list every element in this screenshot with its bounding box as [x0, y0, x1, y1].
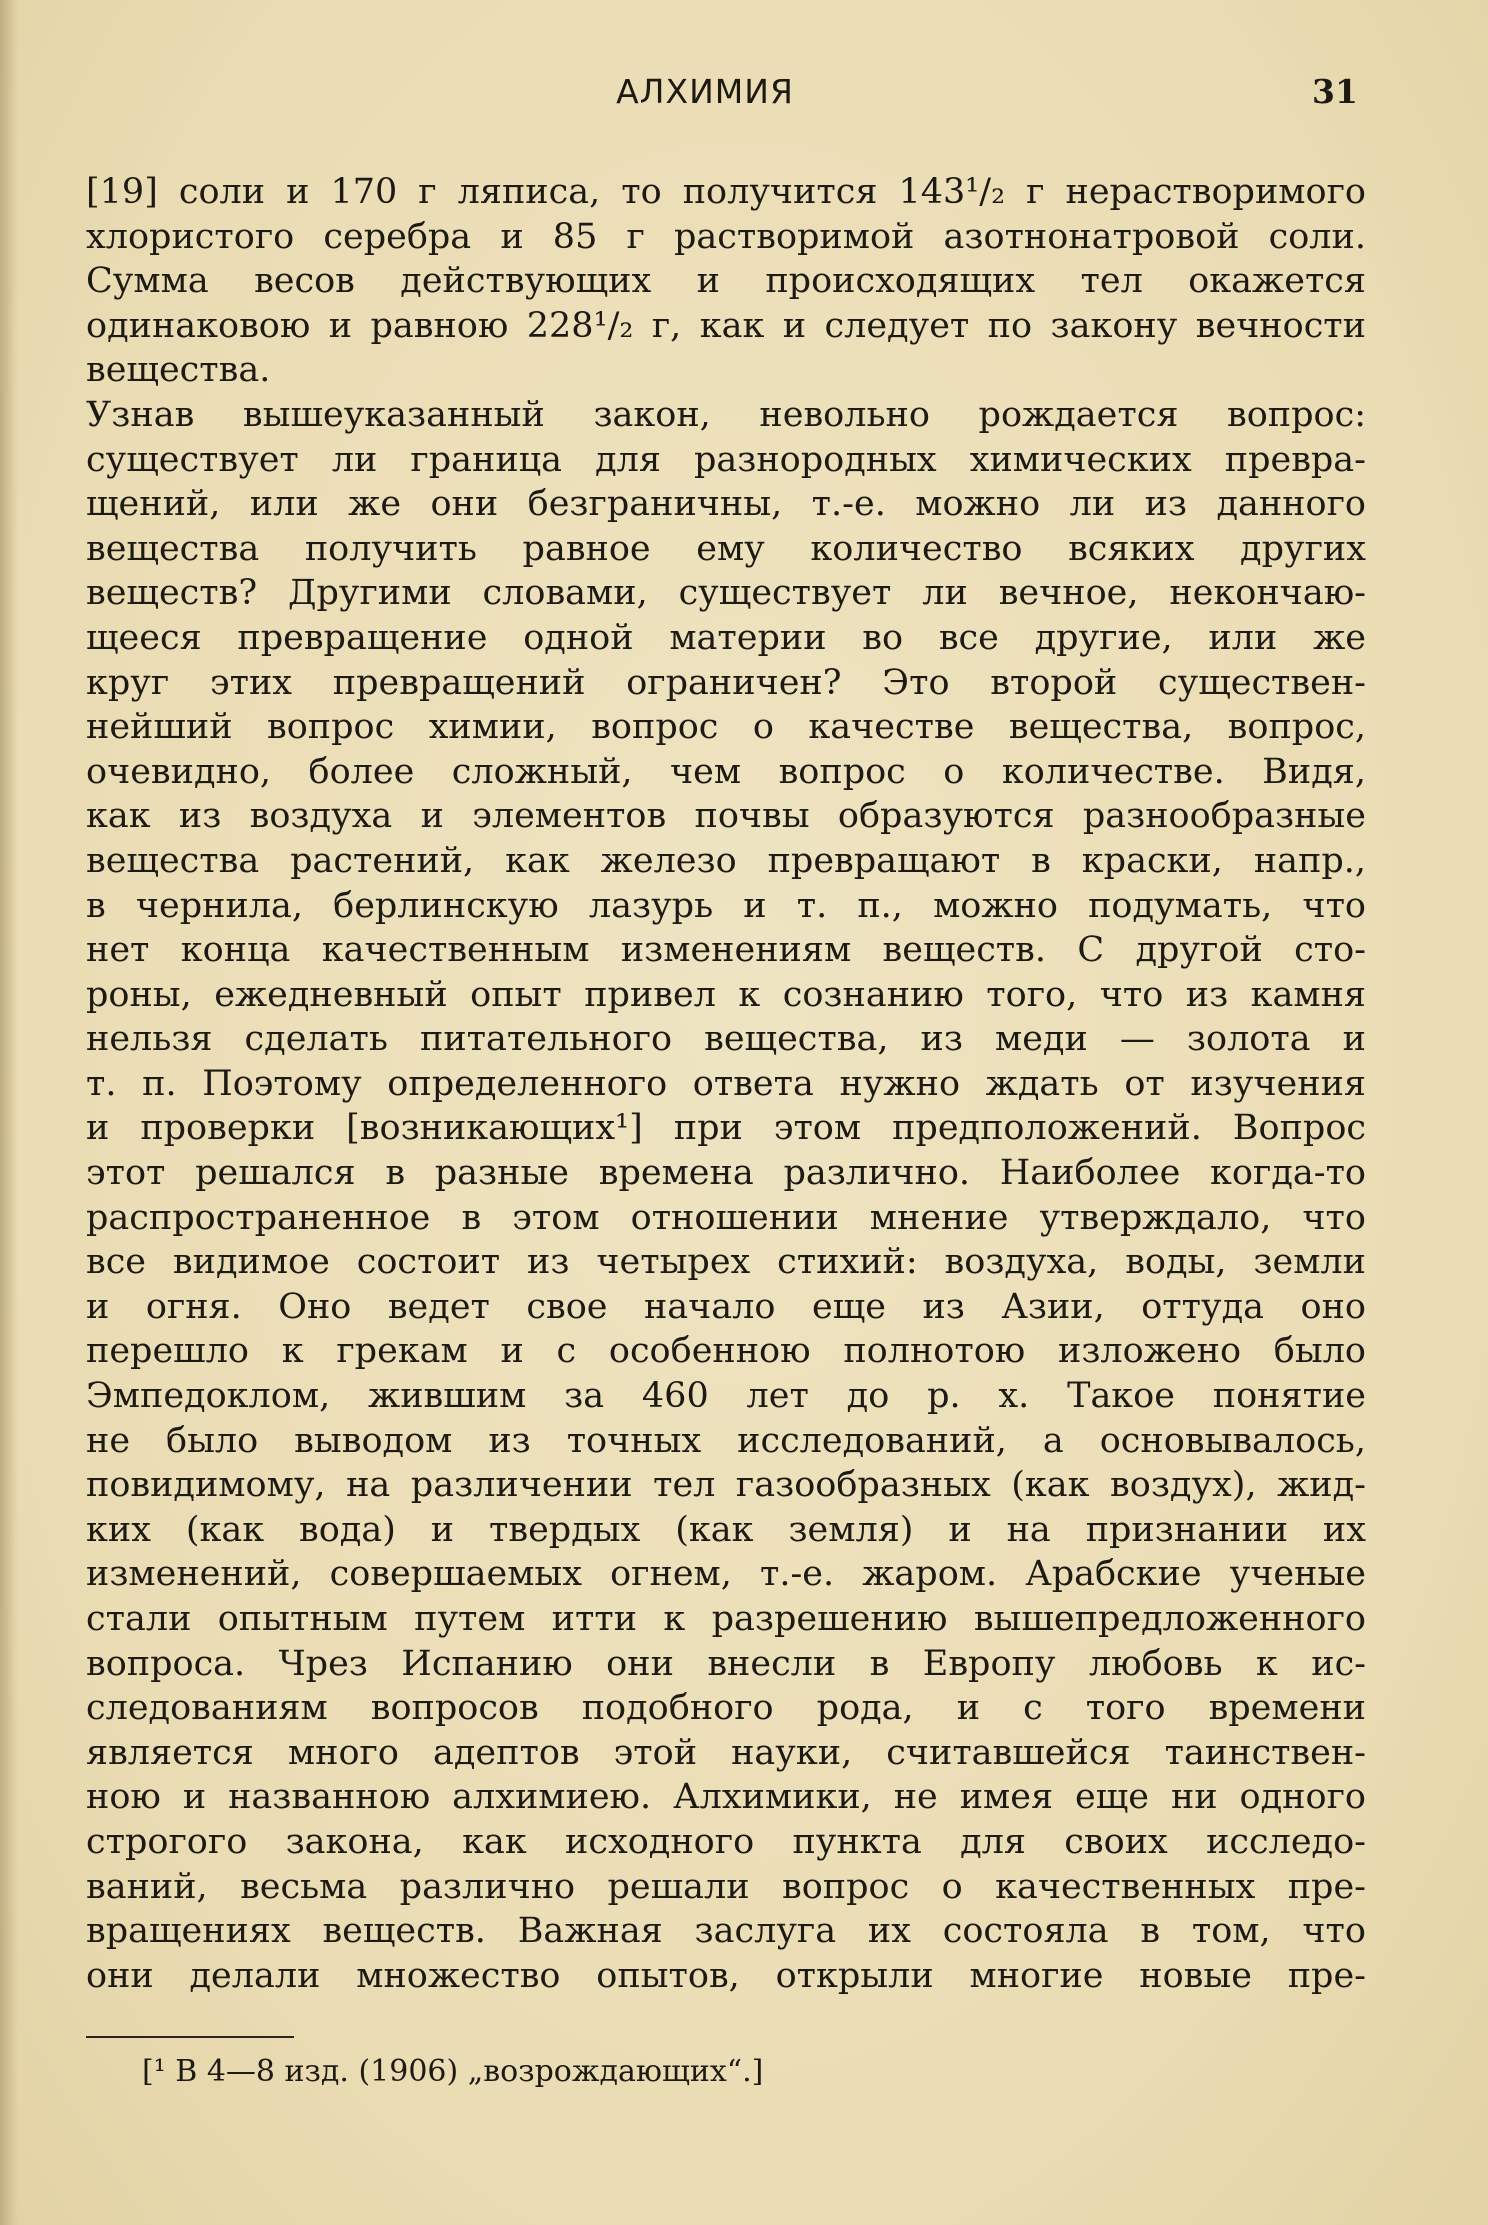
- text-line: нельзя сделать питательного вещества, из меди — золота и: [86, 1019, 1366, 1060]
- text-line: и проверки [возникающих¹] при этом предположений. Вопрос: [86, 1108, 1366, 1149]
- text-line: не было выводом из точных исследований, а основывалось,: [86, 1420, 1366, 1461]
- text-line: щееся превращение одной материи во все другие, или же: [86, 617, 1366, 658]
- text-line: веществ? Другими словами, существует ли вечное, некончаю-: [86, 573, 1366, 614]
- text-line: и огня. Оно ведет свое начало еще из Азии, оттуда оно: [86, 1286, 1366, 1327]
- text-line: вопроса. Чрез Испанию они внесли в Европу любовь к ис-: [86, 1643, 1366, 1684]
- text-line: вращениях веществ. Важная заслуга их состояла в том, что: [86, 1911, 1366, 1952]
- text-line: Узнав вышеуказанный закон, невольно рождается вопрос:: [86, 394, 1366, 435]
- text-line: щений, или же они безграничны, т.-е. можно ли из данного: [86, 484, 1366, 525]
- text-line: ких (как вода) и твердых (как земля) и на признании их: [86, 1509, 1366, 1550]
- text-line: повидимому, на различении тел газообразных (как воздух), жид-: [86, 1465, 1366, 1506]
- text-line: строгого закона, как исходного пункта для своих исследо-: [86, 1821, 1366, 1862]
- text-line: распространенное в этом отношении мнение утверждало, что: [86, 1197, 1366, 1238]
- running-head: [0, 72, 1488, 122]
- page-edge-shadow: [0, 0, 18, 2225]
- text-line: в чернила, берлинскую лазурь и т. п., можно подумать, что: [86, 885, 1366, 926]
- text-line: т. п. Поэтому определенного ответа нужно ждать от изучения: [86, 1063, 1366, 1104]
- text-line: они делали множество опытов, открыли многие новые пре-: [86, 1955, 1366, 1996]
- text-line: является много адептов этой науки, считавшейся таинствен-: [86, 1732, 1366, 1773]
- text-line: ваний, весьма различно решали вопрос о качественных пре-: [86, 1866, 1366, 1907]
- text-line: Сумма весов действующих и происходящих тел окажется: [86, 261, 1366, 302]
- text-line: следованиям вопросов подобного рода, и с того времени: [86, 1688, 1366, 1729]
- footnote-rule: [86, 2036, 294, 2038]
- text-line: нейший вопрос химии, вопрос о качестве вещества, вопрос,: [86, 707, 1366, 748]
- text-line: вещества получить равное ему количество всяких других: [86, 528, 1366, 569]
- text-line: нет конца качественным изменениям веществ. С другой сто-: [86, 930, 1366, 971]
- text-line: как из воздуха и элементов почвы образуются разнообразные: [86, 796, 1366, 837]
- text-line: одинаковою и равною 228¹/₂ г, как и следует по закону вечности: [86, 305, 1366, 346]
- text-line: [19] соли и 170 г ляписа, то получится 143¹/₂ г нерастворимого: [86, 172, 1366, 212]
- text-line: круг этих превращений ограничен? Это второй существен-: [86, 662, 1366, 703]
- text-line: вещества растений, как железо превращают в краски, напр.,: [86, 840, 1366, 881]
- text-line: этот решался в разные времена различно. Наиболее когда-то: [86, 1153, 1366, 1194]
- text-line: стали опытным путем итти к разрешению вышепредложенного: [86, 1599, 1366, 1639]
- text-line: ною и названною алхимиею. Алхимики, не имея еще ни одного: [86, 1777, 1366, 1818]
- text-line: изменений, совершаемых огнем, т.-е. жаром. Арабские ученые: [86, 1554, 1366, 1595]
- text-line: вещества.: [86, 350, 271, 391]
- body-text: [86, 170, 1366, 1998]
- text-line: очевидно, более сложный, чем вопрос о количестве. Видя,: [86, 751, 1366, 792]
- text-line: роны, ежедневный опыт привел к сознанию того, что из камня: [86, 974, 1366, 1015]
- text-line: Эмпедоклом, жившим за 460 лет до р. х. Такое понятие: [86, 1376, 1366, 1417]
- running-title: АЛХИМИЯ: [616, 72, 794, 111]
- text-line: существует ли граница для разнородных химических превра-: [86, 439, 1366, 480]
- text-line: перешло к грекам и с особенною полнотою изложено было: [86, 1331, 1366, 1372]
- page-number: 31: [1312, 72, 1358, 111]
- text-line: хлористого серебра и 85 г растворимой азотнонатровой соли.: [86, 216, 1366, 257]
- footnote: [¹ В 4—8 изд. (1906) „возрождающих“.]: [142, 2054, 764, 2089]
- text-line: все видимое состоит из четырех стихий: воздуха, воды, земли: [86, 1242, 1366, 1283]
